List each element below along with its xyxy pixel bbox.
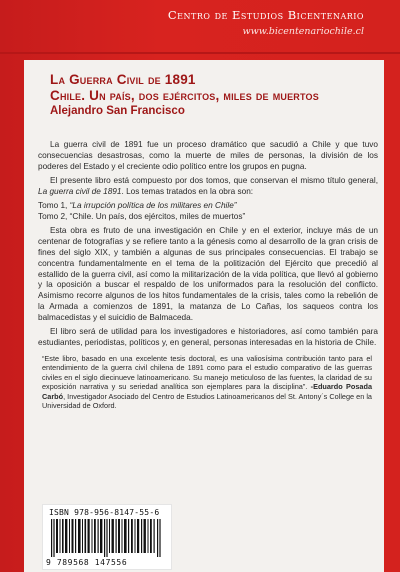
synopsis xyxy=(38,140,378,352)
synopsis-text: . Los temas tratados en la obra son: xyxy=(121,186,254,196)
barcode-digits: 9 789568 147556 xyxy=(46,558,128,567)
synopsis-italic-title: La guerra civil de 1891 xyxy=(38,186,122,196)
publisher-name: Centro de Estudios Bicentenario xyxy=(167,8,364,22)
synopsis-paragraph: El libro será de utilidad para los investigadores e historiadores, así como también para estudiantes, periodistas, políticos y, en general, personas interesadas en la historia de Chile. xyxy=(38,327,378,347)
publisher-header xyxy=(0,0,400,56)
synopsis-paragraph: Esta obra es fruto de una investigación en Chile y en el exterior, incluye más de un centenar de fotografías y se refiere tanto a la génesis como al desarrollo de la gran crisis de fines del siglo XIX, y también a algunas de sus principales consecuencias. El trabajo se concentra fundamentalmente en el tema de la politización del Ejército que precedió al estallido de la guerra civil, así como la militarización de la vida política, que llevó al gobierno y la oposición a buscar el respaldo de los uniformados para la resolución del conflicto. Asimismo recorre algunos de los hitos fundamentales de la crisis, tales como la rebelión de la Armada a comienzos de 1891, la matanza de Lo Cañas, los saqueos contra los balmacedistas y el suicidio de Balmaceda. xyxy=(38,226,378,322)
quote-text: “Este libro, basado en una excelente tesis doctoral, es una valiosísima contribución tanto para el entendimiento de la guerra civil chilena de 1891 como para el estudio comparativo de las guerras civiles en el siglo diecinueve latinoamericano. Su manejo meticuloso de las fuentes, la claridad de su exposición narrativa y su seriedad analítica son ejemplares para la disciplina”. xyxy=(42,354,372,392)
quote-affiliation: , Investigador Asociado del Centro de Estudios Latinoamericanos del St. Antony´s College en la Universidad de Oxford. xyxy=(42,391,372,411)
volume-label: Tomo 1, xyxy=(38,201,70,211)
volume-2: Tomo 2, “Chile. Un país, dos ejércitos, miles de muertos” xyxy=(38,211,246,221)
book-author: Alejandro San Francisco xyxy=(50,105,185,117)
publisher-website[interactable]: www.bicentenariochile.cl xyxy=(242,26,364,37)
synopsis-paragraph xyxy=(38,176,378,198)
barcode-icon xyxy=(51,519,163,557)
header-divider xyxy=(0,52,400,54)
quote-author: -Eduardo Posada Carbó xyxy=(42,382,373,401)
volume-title: “La irrupción política de los militares en Chile” xyxy=(69,201,237,211)
book-subtitle: Chile. Un país, dos ejércitos, miles de muertos xyxy=(50,88,319,103)
content-panel xyxy=(24,60,384,572)
title-block xyxy=(50,72,319,117)
book-title: La Guerra Civil de 1891 xyxy=(50,72,196,87)
review-quote xyxy=(42,354,372,410)
volume-1 xyxy=(38,201,378,212)
synopsis-text: El presente libro está compuesto por dos tomos, que conservan el mismo título general, xyxy=(50,175,378,185)
isbn-number: ISBN 978-956-8147-55-6 xyxy=(49,508,160,517)
isbn-barcode xyxy=(42,504,172,570)
synopsis-paragraph: La guerra civil de 1891 fue un proceso dramático que sacudió a Chile y que tuvo consecuencias desastrosas, como la muerte de miles de personas, la división de los poderes del Estado y el creciente odio político entre los grupos en pugna. xyxy=(38,140,378,171)
